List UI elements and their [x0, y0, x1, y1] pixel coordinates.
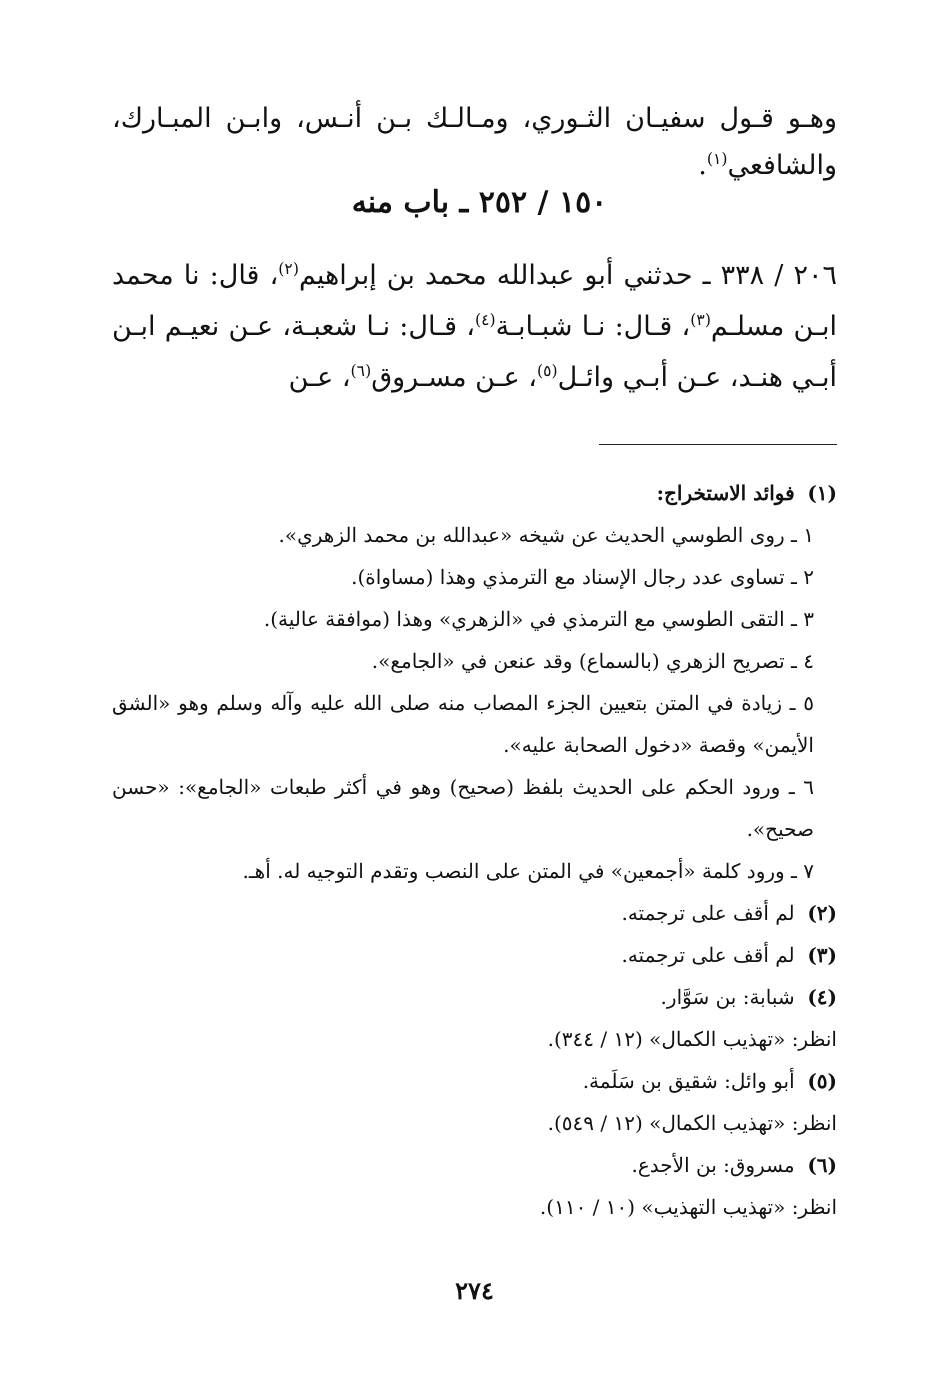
footnote-text: لم أقف على ترجمته.	[621, 943, 795, 967]
footnote-title: فوائد الاستخراج:	[656, 481, 795, 505]
footnote-number: (٣)	[807, 943, 837, 967]
footnote-5	[112, 1060, 837, 1102]
footnote-ref-5: (٥)	[536, 361, 558, 380]
hadith-paragraph	[112, 250, 837, 403]
intro-text: وهـو قـول سفيـان الثـوري، ومـالـك بـن أنـس، وابـن المبـارك، والشافعي	[112, 103, 837, 181]
hadith-part-4: ، قـال: نـا شعبـة، عـن نعيـم ابـن أبـي هنـد، عـن أبـي وائـل	[112, 311, 837, 393]
footnote-number: (٤)	[807, 985, 837, 1009]
footnote-text: شبابة: بن سَوَّار.	[660, 985, 795, 1009]
footnote-text: أبو وائل: شقيق بن سَلَمة.	[582, 1069, 795, 1093]
benefit-item-3: ٣ ـ التقى الطوسي مع الترمذي في «الزهري» وهذا (موافقة عالية).	[263, 607, 814, 631]
benefit-item-1: ١ ـ روى الطوسي الحديث عن شيخه «عبدالله بن محمد الزهري».	[278, 523, 814, 547]
intro-paragraph	[112, 95, 837, 189]
footnote-ref-1: (١)	[706, 149, 728, 168]
footnote-number: (٥)	[807, 1069, 837, 1093]
hadith-part-6: ، عـن	[288, 362, 351, 393]
benefit-item-2: ٢ ـ تساوى عدد رجال الإسناد مع الترمذي وهذا (مساواة).	[351, 565, 814, 589]
benefit-item-7: ٧ ـ ورود كلمة «أجمعين» في المتن على النصب وتقدم التوجيه له. أهـ.	[242, 859, 814, 883]
hadith-part-3: ، قـال: نـا شبـابـة	[495, 311, 691, 342]
footnote-3	[112, 934, 837, 976]
footnote-separator	[599, 444, 837, 445]
hadith-part-2: ، قال: نا محمد ابـن مسلـم	[112, 260, 837, 342]
benefit-item-5: ٥ ـ زيادة في المتن بتعيين الجزء المصاب منه صلى الله عليه وآله وسلم وهو «الشق الأيمن» وقصة «دخول الصحابة عليه».	[112, 691, 814, 757]
benefit-item-6: ٦ ـ ورود الحكم على الحديث بلفظ (صحيح) وهو في أكثر طبعات «الجامع»: «حسن صحيح».	[112, 775, 814, 841]
footnote-ref-6: (٦)	[350, 361, 372, 380]
footnote-6-reference: انظر: «تهذيب التهذيب» (١٠ / ١١٠).	[539, 1195, 837, 1219]
footnote-text: مسروق: بن الأجدع.	[631, 1153, 795, 1177]
page-number: ٢٧٤	[455, 1276, 494, 1305]
footnote-4-reference: انظر: «تهذيب الكمال» (١٢ / ٣٤٤).	[547, 1027, 837, 1051]
footnote-ref-4: (٤)	[475, 310, 496, 329]
footnote-6	[112, 1144, 837, 1186]
footnote-ref-2: (٢)	[278, 259, 299, 278]
footnote-4	[112, 976, 837, 1018]
footnote-number: (١)	[807, 481, 837, 505]
footnote-5-reference: انظر: «تهذيب الكمال» (١٢ / ٥٤٩).	[547, 1111, 837, 1135]
benefit-item-4: ٤ ـ تصريح الزهري (بالسماع) وقد عنعن في «الجامع».	[371, 649, 814, 673]
footnote-number: (٢)	[807, 901, 837, 925]
footnote-ref-3: (٣)	[690, 310, 711, 329]
hadith-part-1: ٢٠٦ / ٣٣٨ ـ حدثني أبو عبدالله محمد بن إبراهيم	[298, 260, 837, 291]
footnote-text: لم أقف على ترجمته.	[621, 901, 795, 925]
hadith-part-5: ، عـن مسـروق	[371, 362, 537, 393]
footnote-number: (٦)	[807, 1153, 837, 1177]
intro-end: .	[698, 150, 707, 181]
chapter-heading: ١٥٠ / ٢٥٢ ـ باب منه	[351, 185, 608, 220]
footnote-1	[112, 472, 837, 514]
footnote-2	[112, 892, 837, 934]
